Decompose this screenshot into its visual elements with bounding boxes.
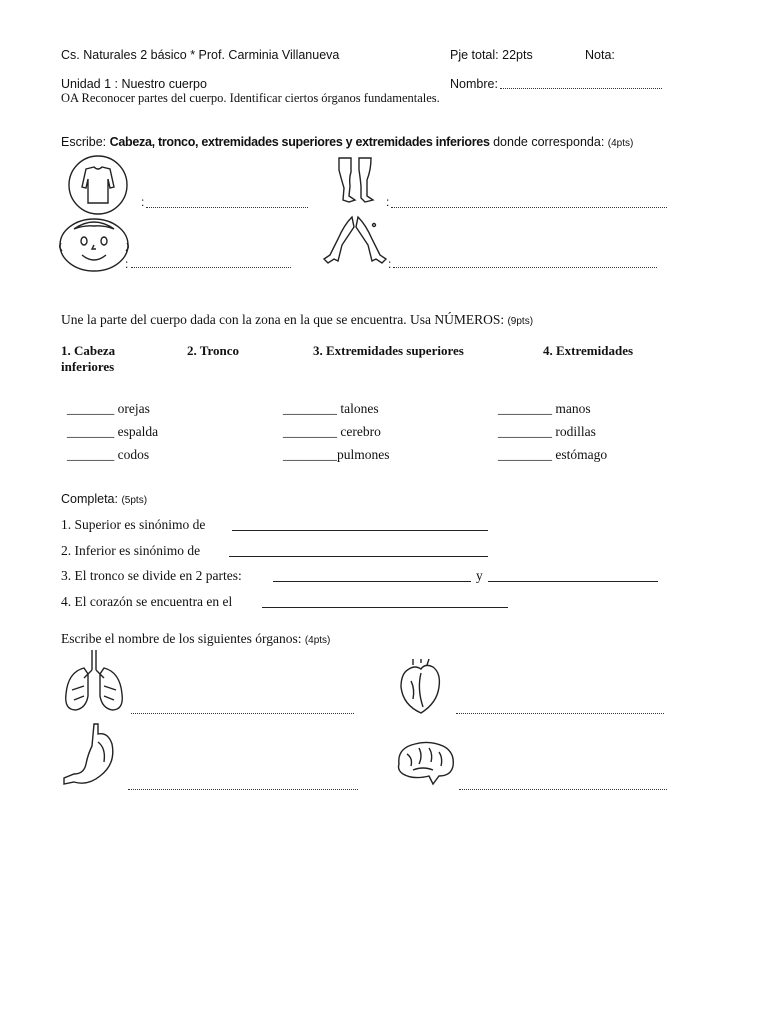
- question-3-answer-b[interactable]: [488, 581, 658, 582]
- unit-title: Unidad 1 : Nuestro cuerpo: [61, 77, 207, 91]
- stomach-answer-line[interactable]: [128, 789, 358, 790]
- section1-bold-terms: Cabeza, tronco, extremidades superiores y extremidades inferiores: [109, 135, 490, 149]
- legs-icon: [335, 158, 375, 204]
- objective-text: OA Reconocer partes del cuerpo. Identificar ciertos órganos fundamentales.: [61, 91, 440, 105]
- heart-answer-line[interactable]: [456, 713, 664, 714]
- section4-title: [61, 631, 330, 647]
- legs-answer-line[interactable]: [391, 207, 667, 208]
- name-field[interactable]: [500, 88, 662, 89]
- match-estomago[interactable]: ________ estómago: [498, 447, 608, 462]
- section2-points: (9pts): [507, 316, 534, 327]
- arms-colon: :: [388, 257, 392, 271]
- question-1-answer[interactable]: [232, 530, 488, 531]
- legs-colon: :: [386, 195, 390, 209]
- match-rodillas[interactable]: ________ rodillas: [498, 424, 596, 439]
- grade-label: Nota:: [585, 48, 615, 62]
- name-label: Nombre:: [450, 77, 498, 91]
- match-pulmones[interactable]: ________pulmones: [283, 447, 390, 462]
- question-3: 3. El tronco se divide en 2 partes:: [61, 568, 242, 583]
- brain-icon: [393, 740, 457, 788]
- stomach-icon: [64, 724, 120, 788]
- option-ext-superiores: 3. Extremidades superiores: [313, 343, 464, 358]
- torso-colon: :: [141, 195, 145, 209]
- match-codos[interactable]: _______ codos: [67, 447, 150, 462]
- match-manos[interactable]: ________ manos: [498, 401, 591, 416]
- section1-instruction: [61, 135, 633, 149]
- section3-title: [61, 492, 147, 506]
- question-4-answer[interactable]: [262, 607, 508, 608]
- section1-suffix: donde corresponda:: [493, 135, 605, 149]
- option-cabeza: 1. Cabeza: [61, 343, 116, 358]
- torso-answer-line[interactable]: [146, 207, 308, 208]
- question-4: 4. El corazón se encuentra en el: [61, 594, 233, 609]
- section3-points: (5pts): [121, 495, 148, 506]
- question-3-conjunction: y: [476, 568, 483, 583]
- section2-instruction: [61, 312, 533, 328]
- question-2-answer[interactable]: [229, 556, 488, 557]
- arms-answer-line[interactable]: [393, 267, 657, 268]
- lungs-answer-line[interactable]: [131, 713, 354, 714]
- head-colon: :: [125, 257, 129, 271]
- match-talones[interactable]: ________ talones: [283, 401, 379, 416]
- question-1: 1. Superior es sinónimo de: [61, 517, 206, 532]
- question-3-answer-a[interactable]: [273, 581, 471, 582]
- match-cerebro[interactable]: ________ cerebro: [283, 424, 381, 439]
- arms-icon: [322, 215, 388, 267]
- section4-points: (4pts): [304, 635, 331, 646]
- course-line: Cs. Naturales 2 básico * Prof. Carminia Villanueva: [61, 48, 340, 62]
- total-points: Pje total: 22pts: [450, 48, 533, 62]
- lungs-icon: [62, 650, 126, 714]
- section2-text: Une la parte del cuerpo dada con la zona en la que se encuentra. Usa NÚMEROS:: [61, 312, 505, 327]
- section3-title-text: Completa:: [61, 492, 118, 506]
- brain-answer-line[interactable]: [459, 789, 667, 790]
- head-face-icon: [58, 217, 130, 271]
- heart-icon: [397, 659, 445, 715]
- question-2: 2. Inferior es sinónimo de: [61, 543, 201, 558]
- match-espalda[interactable]: _______ espalda: [67, 424, 159, 439]
- option-ext-inferiores: 4. Extremidades: [543, 343, 634, 358]
- head-answer-line[interactable]: [131, 267, 291, 268]
- section1-prefix: Escribe:: [61, 135, 107, 149]
- option-ext-inferiores-cont: inferiores: [61, 359, 115, 374]
- match-orejas[interactable]: _______ orejas: [67, 401, 150, 416]
- section4-title-text: Escribe el nombre de los siguientes órganos:: [61, 631, 302, 646]
- section1-points: (4pts): [607, 138, 634, 149]
- torso-icon: [66, 157, 130, 213]
- option-tronco: 2. Tronco: [187, 343, 240, 358]
